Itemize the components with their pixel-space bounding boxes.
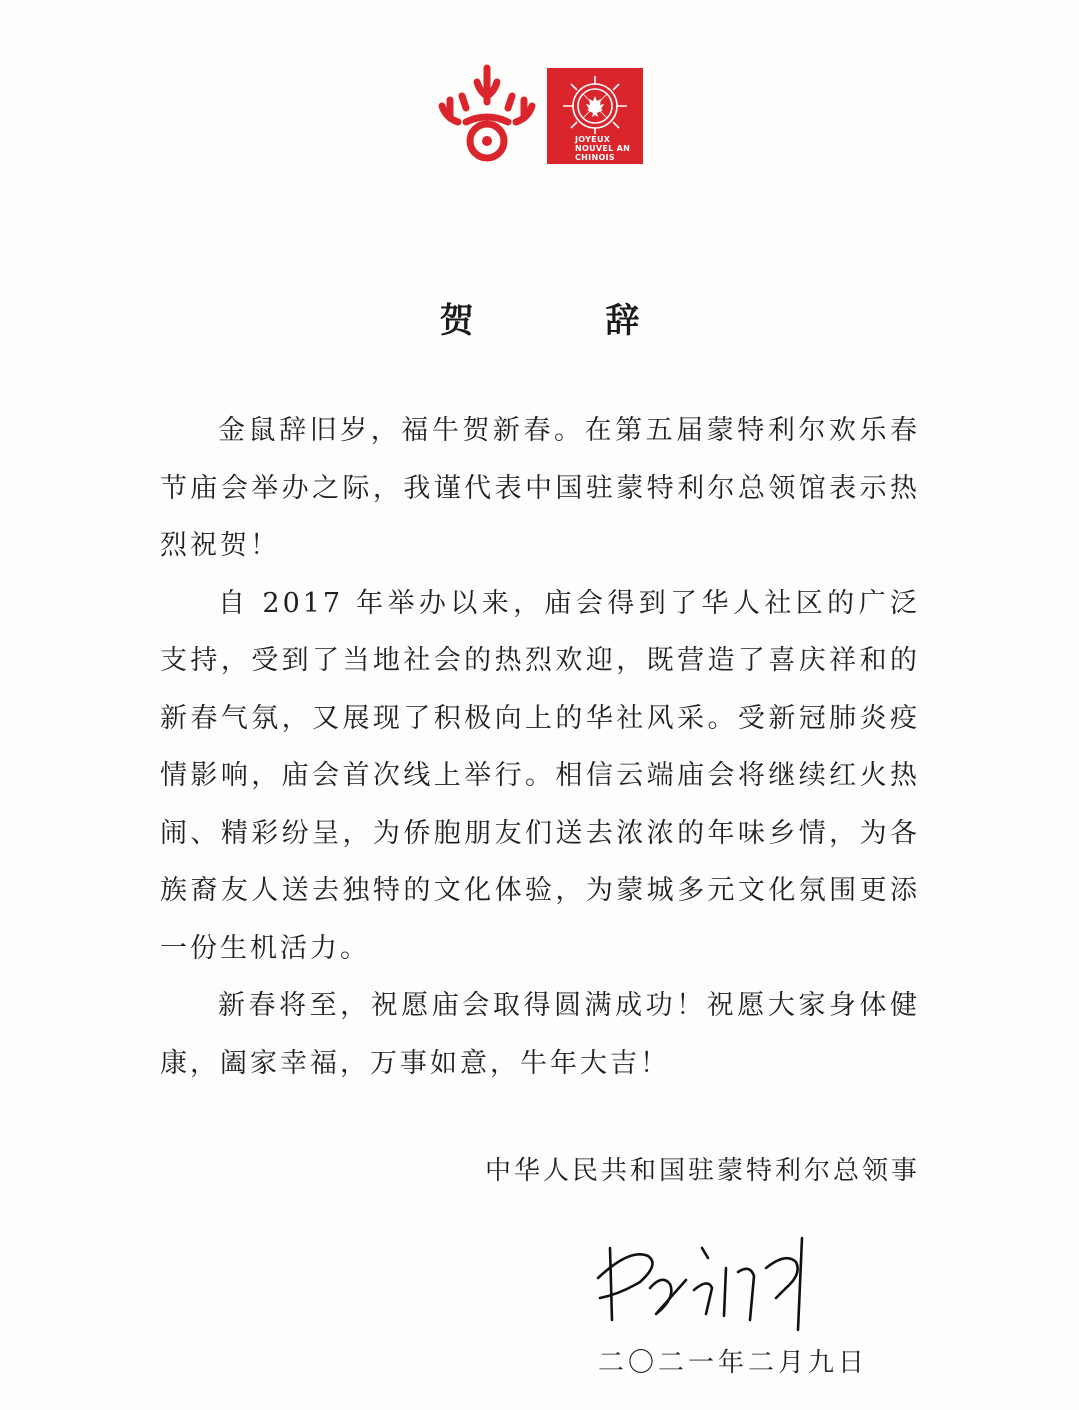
letter-title: 贺 辞 [439, 301, 700, 341]
signer-title: 中华人民共和国驻蒙特利尔总领事 [484, 1156, 920, 1186]
paragraph-greeting: 金鼠辞旧岁，福牛贺新春。在第五届蒙特利尔欢乐春节庙会举办之际，我谨代表中国驻蒙特利尔总领馆表示热烈祝贺！ [160, 415, 920, 561]
handwritten-signature [590, 1228, 830, 1338]
badge-text: JOYEUX NOUVEL AN CHINOIS [575, 135, 631, 162]
paragraph-wishes: 新春将至，祝愿庙会取得圆满成功！祝愿大家身体健康，阖家幸福，万事如意，牛年大吉！ [160, 990, 920, 1079]
paragraph-history: 自 2017 年举办以来，庙会得到了华人社区的广泛支持，受到了当地社会的热烈欢迎，既营造了喜庆祥和的新春气氛，又展现了积极向上的华社风采。受新冠肺炎疫情影响，庙会首次线上举行。相信云端庙会将继续红火热闹、精彩纷呈，为侨胞朋友们送去浓浓的年味乡情，为各族裔友人送去独特的文化体验，为蒙城多元文化氛围更添一份生机活力。 [160, 587, 920, 964]
letter-date: 二〇二一年二月九日 [598, 1348, 869, 1378]
chinese-new-year-badge [547, 68, 643, 164]
header-logos [436, 60, 646, 170]
letter-body [160, 402, 920, 1092]
temple-fair-fire-logo-icon [436, 62, 538, 162]
